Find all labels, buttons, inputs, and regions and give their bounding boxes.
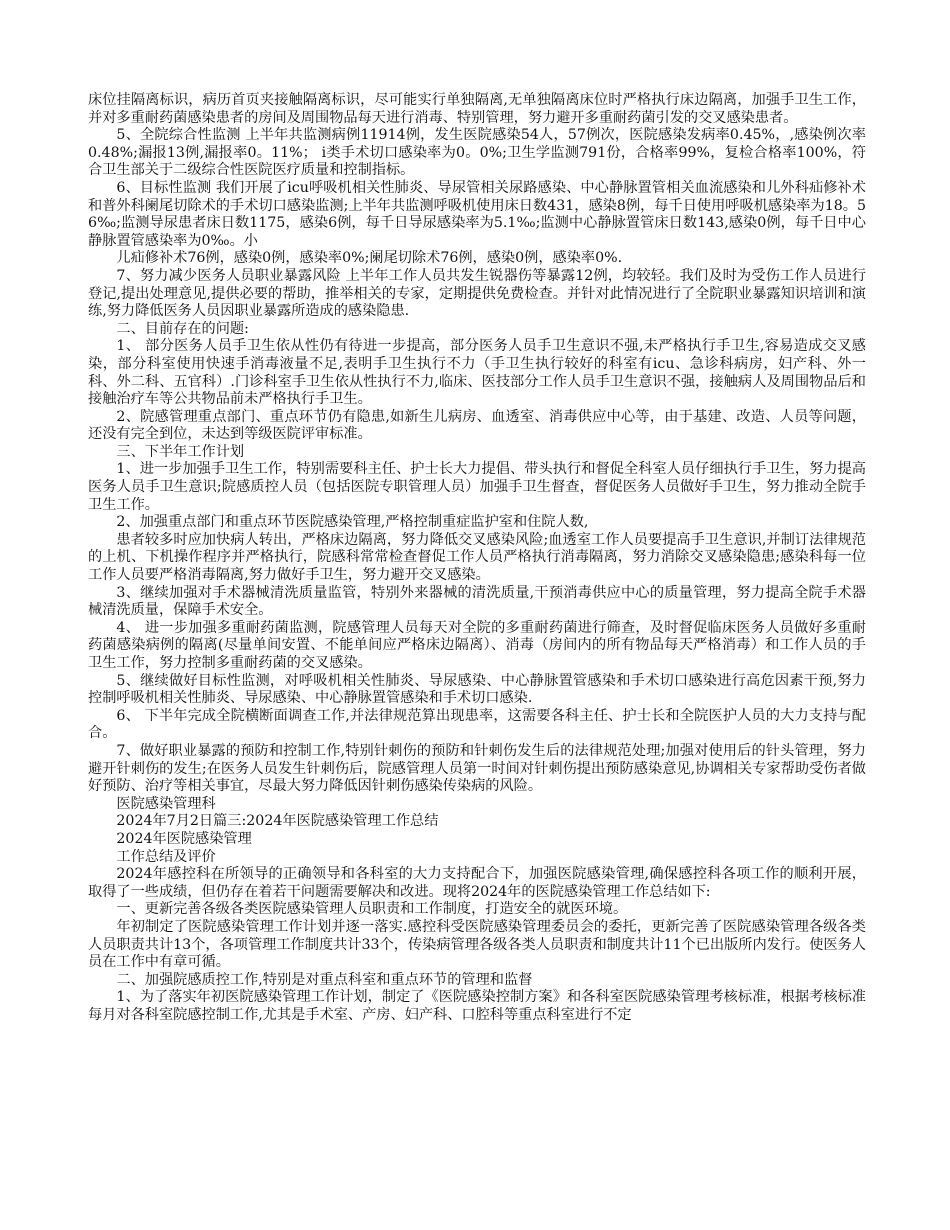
paragraph: 6、 下半年完成全院横断面调查工作,并法律规范算出现患率，这需要各科主任、护士长和全院医护人员的大力支持与配合。 — [88, 707, 866, 742]
paragraph: 7、努力减少医务人员职业暴露风险 上半年工作人员共发生锐器伤等暴露12例，均较轻。我们及时为受伤工作人员进行登记,提出处理意见,提供必要的帮助，推举相关的专家，定期提供免费检查。并针对此情况进行了全院职业暴露知识培训和演练,努力降低医务人员因职业暴露所造成的感染隐患. — [88, 267, 866, 320]
paragraph: 3、继续加强对手术器械清洗质量监管，特别外来器械的清洗质量,干预消毒供应中心的质量管理，努力提高全院手术器械清洗质量，保障手术安全。 — [88, 584, 866, 619]
paragraph: 床位挂隔离标识，病历首页夹接触隔离标识，尽可能实行单独隔离,无单独隔离床位时严格执行床边隔离，加强手卫生工作，并对多重耐药菌感染患者的房间及周围物品每天进行消毒、特别管理，努力避开多重耐药菌引发的交叉感染患者。 — [88, 92, 866, 126]
paragraph: 1、进一步加强手卫生工作，特别需要科主任、护士长大力提倡、带头执行和督促全科室人员仔细执行手卫生，努力提高医务人员手卫生意识;院感质控人员（包括医院专职管理人员）加强手卫生督查，督促医务人员做好手卫生，努力推动全院手卫生工作。 — [88, 461, 866, 513]
paragraph: 1、为了落实年初医院感染管理工作计划，制定了《医院感染控制方案》和各科室医院感染管理考核标准，根据考核标准每月对各科室院感控制工作,尤其是手术室、产房、妇产科、口腔科等重点科室进行不定 — [88, 989, 866, 1023]
paragraph: 2、院感管理重点部门、重点环节仍有隐患,如新生儿病房、血透室、消毒供应中心等，由于基建、改造、人员等问题，还没有完全到位，未达到等级医院评审标准。 — [88, 408, 866, 443]
paragraph: 5、继续做好目标性监测，对呼吸机相关性肺炎、导尿感染、中心静脉置管感染和手术切口感染进行高危因素干预,努力控制呼吸机相关性肺炎、导尿感染、中心静脉置管感染和手术切口感染. — [88, 672, 866, 707]
paragraph: 二、加强院感质控工作,特别是对重点科室和重点环节的管理和监督 — [116, 971, 533, 988]
paragraph: 工作总结及评价 — [116, 848, 216, 865]
paragraph: 4、 进一步加强多重耐药菌监测，院感管理人员每天对全院的多重耐药菌进行筛查，及时督促临床医务人员做好多重耐药菌感染病例的隔离(尽量单间安置、不能单间应严格床边隔离）、消毒（房间内的所有物品每天严格消毒）和工作人员的手卫生工作，努力控制多重耐药菌的交叉感染。 — [88, 619, 866, 671]
paragraph: 三、下半年工作计划 — [116, 443, 245, 460]
paragraph: 1、 部分医务人员手卫生依从性仍有待进一步提高，部分医务人员手卫生意识不强,未严格执行手卫生,容易造成交叉感染，部分科室使用快速手消毒液量不足,表明手卫生执行不力（手卫生执行较好的科室有icu、急诊科病房，妇产科、外一科、外二科、五官科）.门诊科室手卫生依从性执行不力,临床、医技部分工作人员手卫生意识不强，接触病人及周围物品后和接触治疗车等公共物品前未严格执行手卫生。 — [88, 338, 866, 408]
paragraph: 5、全院综合性监测 上半年共监测病例11914例，发生医院感染54人，57例次，医院感染发病率0.45%，,感染例次率0.48%;漏报13例,漏报率0。11%； i类手术切口感染率为0。0%;卫生学监测791份，合格率99%，复检合格率100%，符合卫生部关于二级综合性医院医疗质量和控制指标。 — [88, 127, 866, 179]
paragraph: 2024年医院感染管理 — [116, 830, 252, 847]
paragraph: 二、目前存在的问题: — [116, 320, 249, 337]
paragraph: 2024年7月2日篇三:2024年医院感染管理工作总结 — [116, 813, 439, 830]
paragraph: 2024年感控科在所领导的正确领导和各科室的大力支持配合下，加强医院感染管理,确保感控科各项工作的顺利开展，取得了一些成绩，但仍存在着若干问题需要解决和改进。现将2024年的医院感染管理工作总结如下: — [88, 866, 866, 900]
paragraph: 患者较多时应加快病人转出，严格床边隔离，努力降低交叉感染风险;血透室工作人员要提高手卫生意识,并制订法律规范的上机、下机操作程序并严格执行，院感科常常检查督促工作人员严格执行消毒隔离，努力消除交叉感染隐患;感染科每一位工作人员要严格消毒隔离,努力做好手卫生，努力避开交叉感染。 — [88, 531, 866, 584]
paragraph: 7、做好职业暴露的预防和控制工作,特别针刺伤的预防和针刺伤发生后的法律规范处理;加强对使用后的针头管理，努力避开针刺伤的发生;在医务人员发生针刺伤后，院感管理人员第一时间对针刺伤提出预防感染意见,协调相关专家帮助受伤者做好预防、治疗等相关事宜，尽最大努力降低因针刺伤感染传染病的风险。 — [88, 742, 866, 795]
paragraph: 儿疝修补术76例，感染0例，感染率0%;阑尾切除术76例，感染0例，感染率0%. — [116, 250, 623, 267]
paragraph: 6、目标性监测 我们开展了icu呼吸机相关性肺炎、导尿管相关尿路感染、中心静脉置管相关血流感染和儿外科疝修补术和普外科阑尾切除术的手术切口感染监测;上半年共监测呼吸机使用床日数431，感染8例，每千日使用呼吸机感染率为18。56‰;监测导尿患者床日数1175，感染6例，每千日导尿感染率为5.1‰;监测中心静脉置管床日数143,感染0例，每千日中心静脉置管感染率为0‰。小 — [88, 179, 866, 249]
paragraph: 年初制定了医院感染管理工作计划并逐一落实.感控科受医院感染管理委员会的委托，更新完善了医院感染管理各级各类人员职责共计13个，各项管理工作制度共计33个，传染病管理各级各类人员职责和制度共计11个已出版所内发行。使医务人员在工作中有章可循。 — [88, 918, 866, 971]
paragraph: 2、加强重点部门和重点环节医院感染管理,严格控制重症监护室和住院人数, — [116, 514, 589, 531]
paragraph: 医院感染管理科 — [116, 795, 216, 812]
paragraph: 一、更新完善各级各类医院感染管理人员职责和工作制度，打造安全的就医环境。 — [116, 901, 628, 918]
